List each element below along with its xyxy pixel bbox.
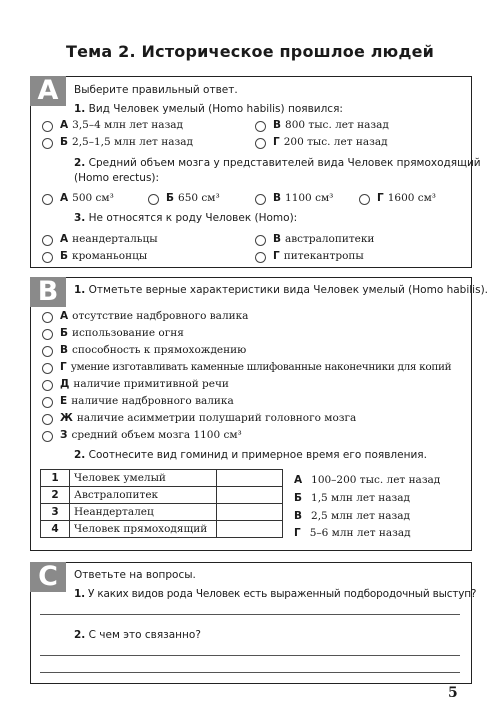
option-a3-c: В австралопитеки <box>273 233 375 245</box>
checkbox-a1-b[interactable] <box>42 138 53 149</box>
row-number: 2 <box>41 487 70 504</box>
species-name: Неандерталец <box>70 504 217 521</box>
question-c1 <box>74 588 476 600</box>
checkbox-a1-a[interactable] <box>42 121 53 132</box>
checkbox-b1-c[interactable] <box>42 346 53 357</box>
option-a2-c: В 1100 см³ <box>273 192 334 204</box>
section-c-label: С <box>30 562 66 592</box>
question-c2 <box>74 629 201 641</box>
option-a2-d: Г 1600 см³ <box>377 192 437 204</box>
question-a3 <box>74 212 297 224</box>
checkbox-b1-d[interactable] <box>42 363 53 374</box>
checkbox-a3-b[interactable] <box>42 252 53 263</box>
question-a2 <box>74 157 481 169</box>
page-number: 5 <box>448 685 458 701</box>
checkbox-a1-c[interactable] <box>255 121 266 132</box>
question-number: 2. <box>74 629 86 641</box>
option-a2-a: А 500 см³ <box>60 192 114 204</box>
section-a-label: А <box>30 76 66 106</box>
option-b1-g: Ж наличие асимметрии полушарий головного мозга <box>60 412 357 424</box>
answer-cell[interactable] <box>217 504 283 521</box>
question-text: Отметьте верные характеристики вида Человек умелый (Homo habilis). <box>88 284 488 296</box>
question-text: Средний объем мозга у представителей вида Человек прямоходящий <box>88 157 481 169</box>
option-b1-b: Б использование огня <box>60 327 184 339</box>
section-c-instruction: Ответьте на вопросы. <box>74 569 196 581</box>
question-number: 1. <box>74 103 86 115</box>
question-text: Вид Человек умелый (Homo habilis) появился: <box>88 103 343 115</box>
table-row <box>41 487 283 504</box>
option-b1-d: Г умение изготавливать каменные шлифованные наконечники для копий <box>60 361 452 373</box>
checkbox-b1-b[interactable] <box>42 329 53 340</box>
question-number: 1. <box>74 284 86 296</box>
answer-line[interactable] <box>40 672 460 673</box>
question-text: У каких видов рода Человек есть выраженный подбородочный выступ? <box>88 588 477 600</box>
question-text: С чем это связанно? <box>88 629 201 641</box>
question-number: 2. <box>74 449 86 461</box>
checkbox-a2-a[interactable] <box>42 194 53 205</box>
matching-table <box>40 469 283 538</box>
option-b1-e: Д наличие примитивной речи <box>60 378 229 390</box>
question-number: 1. <box>74 588 85 600</box>
question-text: Соотнесите вид гоминид и примерное время его появления. <box>88 449 427 461</box>
option-a3-a: А неандертальцы <box>60 233 158 245</box>
option-a3-d: Г питекантропы <box>273 250 364 262</box>
row-number: 3 <box>41 504 70 521</box>
checkbox-a3-c[interactable] <box>255 235 266 246</box>
option-a1-a: А 3,5–4 млн лет назад <box>60 119 184 131</box>
option-a3-b: Б кроманьонцы <box>60 250 148 262</box>
match-answer-b: Б 1,5 млн лет назад <box>294 492 410 504</box>
option-b1-h: З средний объем мозга 1100 см³ <box>60 429 242 441</box>
match-answer-d: Г 5–6 млн лет назад <box>294 527 411 539</box>
checkbox-a2-d[interactable] <box>359 194 370 205</box>
checkbox-a3-d[interactable] <box>255 252 266 263</box>
option-b1-f: Е наличие надбровного валика <box>60 395 234 407</box>
question-b1 <box>74 284 488 296</box>
option-b1-c: В способность к прямохождению <box>60 344 247 356</box>
checkbox-a2-b[interactable] <box>148 194 159 205</box>
match-answer-c: В 2,5 млн лет назад <box>294 510 410 522</box>
row-number: 1 <box>41 470 70 487</box>
match-answer-a: А 100–200 тыс. лет назад <box>294 474 441 486</box>
table-row <box>41 504 283 521</box>
question-text-cont: (Homo erectus): <box>74 172 160 184</box>
checkbox-b1-a[interactable] <box>42 312 53 323</box>
checkbox-a1-d[interactable] <box>255 138 266 149</box>
option-a1-d: Г 200 тыс. лет назад <box>273 136 388 148</box>
checkbox-b1-f[interactable] <box>42 397 53 408</box>
option-a2-b: Б 650 см³ <box>166 192 220 204</box>
checkbox-b1-h[interactable] <box>42 431 53 442</box>
checkbox-a2-c[interactable] <box>255 194 266 205</box>
table-row <box>41 521 283 538</box>
option-a1-b: Б 2,5–1,5 млн лет назад <box>60 136 193 148</box>
row-number: 4 <box>41 521 70 538</box>
species-name: Человек прямоходящий <box>70 521 217 538</box>
question-b2 <box>74 449 427 461</box>
answer-cell[interactable] <box>217 487 283 504</box>
species-name: Австралопитек <box>70 487 217 504</box>
question-text: Не относятся к роду Человек (Homo): <box>88 212 298 224</box>
section-a-instruction: Выберите правильный ответ. <box>74 84 238 96</box>
section-b-label: В <box>30 277 66 307</box>
answer-cell[interactable] <box>217 470 283 487</box>
question-a1 <box>74 103 343 115</box>
checkbox-b1-e[interactable] <box>42 380 53 391</box>
option-b1-a: А отсутствие надбровного валика <box>60 310 249 322</box>
option-a1-c: В 800 тыс. лет назад <box>273 119 389 131</box>
checkbox-b1-g[interactable] <box>42 414 53 425</box>
question-number: 3. <box>74 212 86 224</box>
species-name: Человек умелый <box>70 470 217 487</box>
answer-line[interactable] <box>40 614 460 615</box>
checkbox-a3-a[interactable] <box>42 235 53 246</box>
answer-line[interactable] <box>40 655 460 656</box>
table-row <box>41 470 283 487</box>
question-number: 2. <box>74 157 86 169</box>
answer-cell[interactable] <box>217 521 283 538</box>
page-title: Тема 2. Историческое прошлое людей <box>65 42 435 61</box>
